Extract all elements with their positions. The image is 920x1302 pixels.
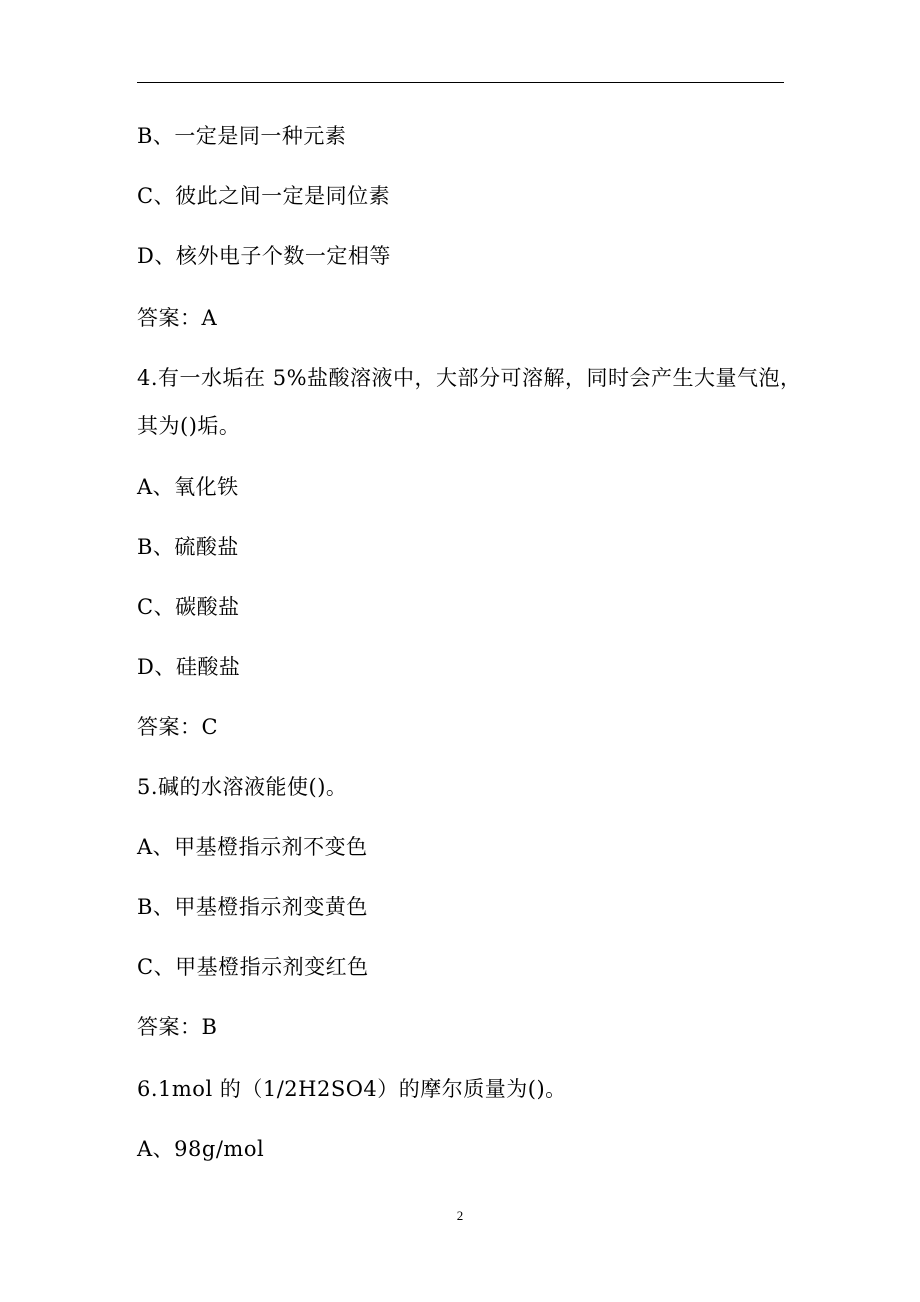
answer-q3: 答案：A xyxy=(137,306,218,330)
answer-q5: 答案：B xyxy=(137,1015,218,1039)
page-number: 2 xyxy=(456,1208,464,1223)
question-6: 6.1mol 的（1/2H2SO4）的摩尔质量为()。 xyxy=(137,1077,567,1101)
option-a-q6: A、98g/mol xyxy=(137,1137,265,1161)
option-d-q4: D、硅酸盐 xyxy=(137,655,241,679)
option-a-q4: A、氧化铁 xyxy=(137,475,239,499)
option-a-q5: A、甲基橙指示剂不变色 xyxy=(137,835,368,859)
answer-q4: 答案：C xyxy=(137,715,219,739)
question-5: 5.碱的水溶液能使()。 xyxy=(137,775,348,799)
option-b-q3: B、一定是同一种元素 xyxy=(137,124,347,148)
option-c-q3: C、彼此之间一定是同位素 xyxy=(137,184,391,208)
question-4-line-2: 其为()垢。 xyxy=(137,414,241,438)
question-4-line-1: 4.有一水垢在 5%盐酸溶液中，大部分可溶解，同时会产生大量气泡， xyxy=(137,366,802,390)
option-b-q4: B、硫酸盐 xyxy=(137,535,239,559)
option-c-q4: C、碳酸盐 xyxy=(137,595,240,619)
header-rule xyxy=(137,82,784,83)
option-b-q5: B、甲基橙指示剂变黄色 xyxy=(137,895,368,919)
option-c-q5: C、甲基橙指示剂变红色 xyxy=(137,955,369,979)
option-d-q3: D、核外电子个数一定相等 xyxy=(137,244,391,268)
